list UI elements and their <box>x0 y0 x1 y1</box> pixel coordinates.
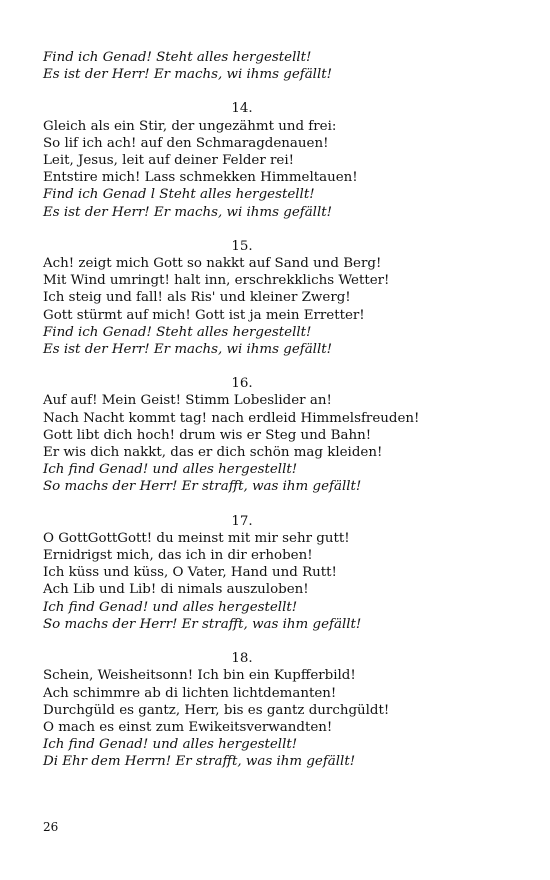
stanza-spacer <box>43 221 473 238</box>
stanza-spacer <box>43 83 473 100</box>
refrain-line: Ich find Genad! und alles hergestellt! <box>43 462 298 478</box>
verse-line: So lif ich ach! auf den Schmaragdenauen! <box>43 135 329 151</box>
verse-line: Ich steig und fall! als Ris' und kleiner Zwerg! <box>43 290 351 306</box>
verse-line: O GottGottGott! du meinst mit mir sehr gutt! <box>43 530 350 546</box>
verse-line: Schein, Weisheitsonn! Ich bin ein Kupfferbild! <box>43 668 356 684</box>
verse-line: Ernidrigst mich, das ich in dir erhoben! <box>43 548 313 564</box>
verse-line: Leit, Jesus, leit auf deiner Felder rei! <box>43 153 295 169</box>
page-number: 26 <box>43 820 59 834</box>
stanza-18 <box>43 650 473 770</box>
stanza-number: 17. <box>231 513 253 529</box>
refrain-line: Ich find Genad! und alles hergestellt! <box>43 599 298 615</box>
refrain-line: Find ich Genad! Steht alles hergestellt! <box>43 324 312 340</box>
stanza-spacer <box>43 358 473 375</box>
poem-text <box>43 49 473 771</box>
stanza-number: 18. <box>231 651 253 667</box>
stanza-15 <box>43 238 473 358</box>
verse-line: Gleich als ein Stir, der ungezähmt und frei: <box>43 118 337 134</box>
stanza-17 <box>43 513 473 633</box>
refrain-line: Find ich Genad l Steht alles hergestellt! <box>43 187 315 203</box>
refrain-line: Find ich Genad! Steht alles hergestellt! <box>43 50 312 65</box>
verse-line: Auf auf! Mein Geist! Stimm Lobeslider an! <box>43 393 332 409</box>
refrain-line: Ich find Genad! und alles hergestellt! <box>43 737 298 753</box>
stanza-spacer <box>43 633 473 650</box>
verse-line: Durchgüld es gantz, Herr, bis es gantz durchgüldt! <box>43 702 390 718</box>
verse-line: Ach! zeigt mich Gott so nakkt auf Sand und Berg! <box>43 256 382 272</box>
stanza-number: 14. <box>231 101 253 117</box>
stanza-number: 15. <box>231 238 253 254</box>
verse-line: O mach es einst zum Ewikeitsverwandten! <box>43 719 333 735</box>
verse-line: Mit Wind umringt! halt inn, erschrekklichs Wetter! <box>43 273 390 289</box>
stanza-14 <box>43 100 473 220</box>
refrain-line: Es ist der Herr! Er machs, wi ihms gefällt! <box>43 204 333 220</box>
verse-line: Er wis dich nakkt, das er dich schön mag kleiden! <box>43 445 383 461</box>
verse-line: Gott stürmt auf mich! Gott ist ja mein Erretter! <box>43 307 365 323</box>
verse-line: Ach schimmre ab di lichten lichtdemanten! <box>43 685 337 701</box>
refrain-line: Es ist der Herr! Er machs, wi ihms gefällt! <box>43 342 333 358</box>
refrain-line: Es ist der Herr! Er machs, wi ihms gefällt! <box>43 67 333 83</box>
verse-line: Ach Lib und Lib! di nimals auszuloben! <box>43 582 309 598</box>
refrain-line: So machs der Herr! Er strafft, was ihm gefällt! <box>43 616 362 632</box>
verse-line: Nach Nacht kommt tag! nach erdleid Himmelsfreuden! <box>43 410 420 426</box>
refrain-line: Di Ehr dem Herrn! Er strafft, was ihm gefällt! <box>43 754 356 770</box>
stanza-spacer <box>43 496 473 513</box>
refrain-line: So machs der Herr! Er strafft, was ihm gefällt! <box>43 479 362 495</box>
stanza-number: 16. <box>231 376 253 392</box>
stanza-16 <box>43 375 473 495</box>
verse-line: Entstire mich! Lass schmekken Himmeltauen! <box>43 170 358 186</box>
verse-line: Gott libt dich hoch! drum wis er Steg und Bahn! <box>43 427 372 443</box>
verse-line: Ich küss und küss, O Vater, Hand und Rutt! <box>43 565 337 581</box>
